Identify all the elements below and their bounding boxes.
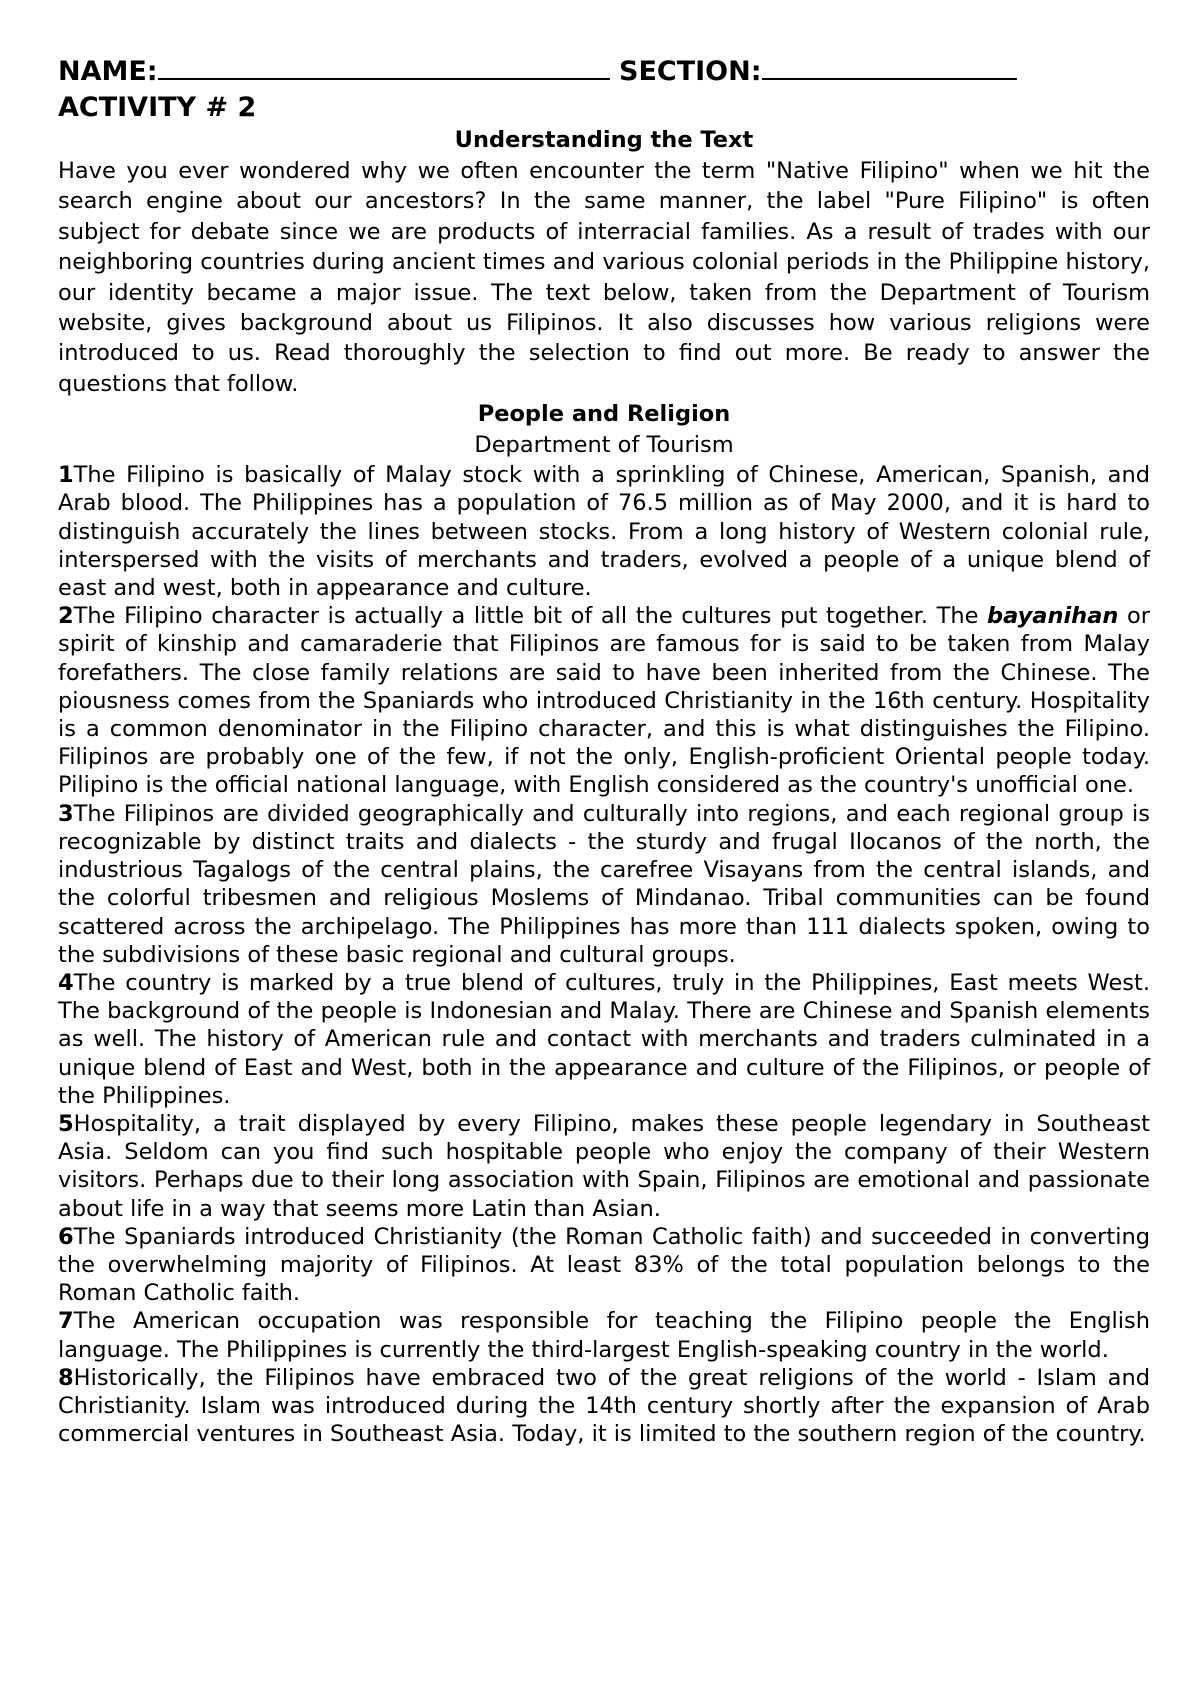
paragraph-1 (58, 461, 1150, 602)
paragraph-text: The Filipinos are divided geographically and culturally into regions, and each regional group is recognizable by distinct traits and dialects - the sturdy and frugal Ilocanos of the north, the industrious Tagalogs of the central plains, the carefree Visayans from the central islands, and the colorful tribesmen and religious Moslems of Mindanao. Tribal communities can be found scattered across the archipelago. The Philippines has more than 111 dialects spoken, owing to the subdivisions of these basic regional and cultural groups. (58, 800, 1150, 968)
header-line (58, 52, 1150, 91)
section-blank-field[interactable] (762, 52, 1017, 80)
worksheet-page (58, 52, 1150, 1448)
paragraph-number: 2 (58, 603, 74, 630)
paragraph-text-post: or spirit of kinship and camaraderie that Filipinos are famous for is said to be taken from Malay forefathers. The close family relations are said to have been inherited from the Chinese. The piousness comes from the Spaniards who introduced Christianity in the 16th century. Hospitality is a common denominator in the Filipino character, and this is what distinguishes the Filipino. Filipinos are probably one of the few, if not the only, English-proficient Oriental people today. Pilipino is the official national language, with English considered as the country's unofficial one. (58, 603, 1150, 799)
article-source: Department of Tourism (474, 432, 734, 459)
paragraph-6 (58, 1223, 1150, 1308)
paragraph-text: The American occupation was responsible for teaching the Filipino people the English language. The Philippines is currently the third-largest English-speaking country in the world. (58, 1308, 1150, 1363)
intro-paragraph: Have you ever wondered why we often encounter the term "Native Filipino" when we hit the search engine about our ancestors? In the same manner, the label "Pure Filipino" is often subject for debate since we are products of interracial families. As a result of trades with our neighboring countries during ancient times and various colonial periods in the Philippine history, our identity became a major issue. The text below, taken from the Department of Tourism website, gives background about us Filipinos. It also discusses how various religions were introduced to us. Read thoroughly the selection to find out more. Be ready to answer the questions that follow. (58, 158, 1150, 397)
paragraph-text: The Spaniards introduced Christianity (the Roman Catholic faith) and succeeded in converting the overwhelming majority of Filipinos. At least 83% of the total population belongs to the Roman Catholic faith. (58, 1223, 1150, 1307)
article-title: People and Religion (477, 401, 731, 428)
name-blank-field[interactable] (158, 52, 610, 80)
paragraph-number: 4 (58, 969, 74, 996)
paragraph-3 (58, 800, 1150, 969)
paragraph-2 (58, 602, 1150, 799)
bayanihan-term: bayanihan (987, 603, 1119, 630)
paragraph-7 (58, 1307, 1150, 1363)
paragraph-text: The Filipino is basically of Malay stock with a sprinkling of Chinese, American, Spanish, and Arab blood. The Philippines has a population of 76.5 million as of May 2000, and it is hard to distinguish accurately the lines between stocks. From a long history of Western colonial rule, interspersed with the visits of merchants and traders, evolved a people of a unique blend of east and west, both in appearance and culture. (58, 462, 1150, 602)
paragraph-8 (58, 1364, 1150, 1449)
paragraph-number: 3 (58, 800, 74, 827)
paragraph-4 (58, 969, 1150, 1110)
paragraph-number: 7 (58, 1308, 74, 1335)
paragraph-text: Historically, the Filipinos have embraced two of the great religions of the world - Islam and Christianity. Islam was introduced during the 14th century shortly after the expansion of Arab commercial ventures in Southeast Asia. Today, it is limited to the southern region of the country. (58, 1364, 1150, 1448)
paragraph-number: 8 (58, 1364, 74, 1391)
name-label: NAME: (58, 56, 158, 87)
paragraph-number: 6 (58, 1223, 74, 1250)
paragraph-text-pre: The Filipino character is actually a little bit of all the cultures put together. The (73, 603, 987, 630)
paragraph-text: The country is marked by a true blend of cultures, truly in the Philippines, East meets West. The background of the people is Indonesian and Malay. There are Chinese and Spanish elements as well. The history of American rule and contact with merchants and traders culminated in a unique blend of East and West, both in the appearance and culture of the Filipinos, or people of the Philippines. (58, 969, 1150, 1109)
paragraph-number: 5 (58, 1110, 74, 1137)
intro-heading: Understanding the Text (454, 127, 754, 153)
section-label: SECTION: (619, 56, 762, 87)
paragraph-5 (58, 1110, 1150, 1223)
paragraph-text: Hospitality, a trait displayed by every Filipino, makes these people legendary in Southeast Asia. Seldom can you find such hospitable people who enjoy the company of their Western visitors. Perhaps due to their long association with Spain, Filipinos are emotional and passionate about life in a way that seems more Latin than Asian. (58, 1110, 1150, 1222)
paragraph-number: 1 (58, 462, 74, 489)
activity-title: ACTIVITY # 2 (58, 92, 257, 123)
